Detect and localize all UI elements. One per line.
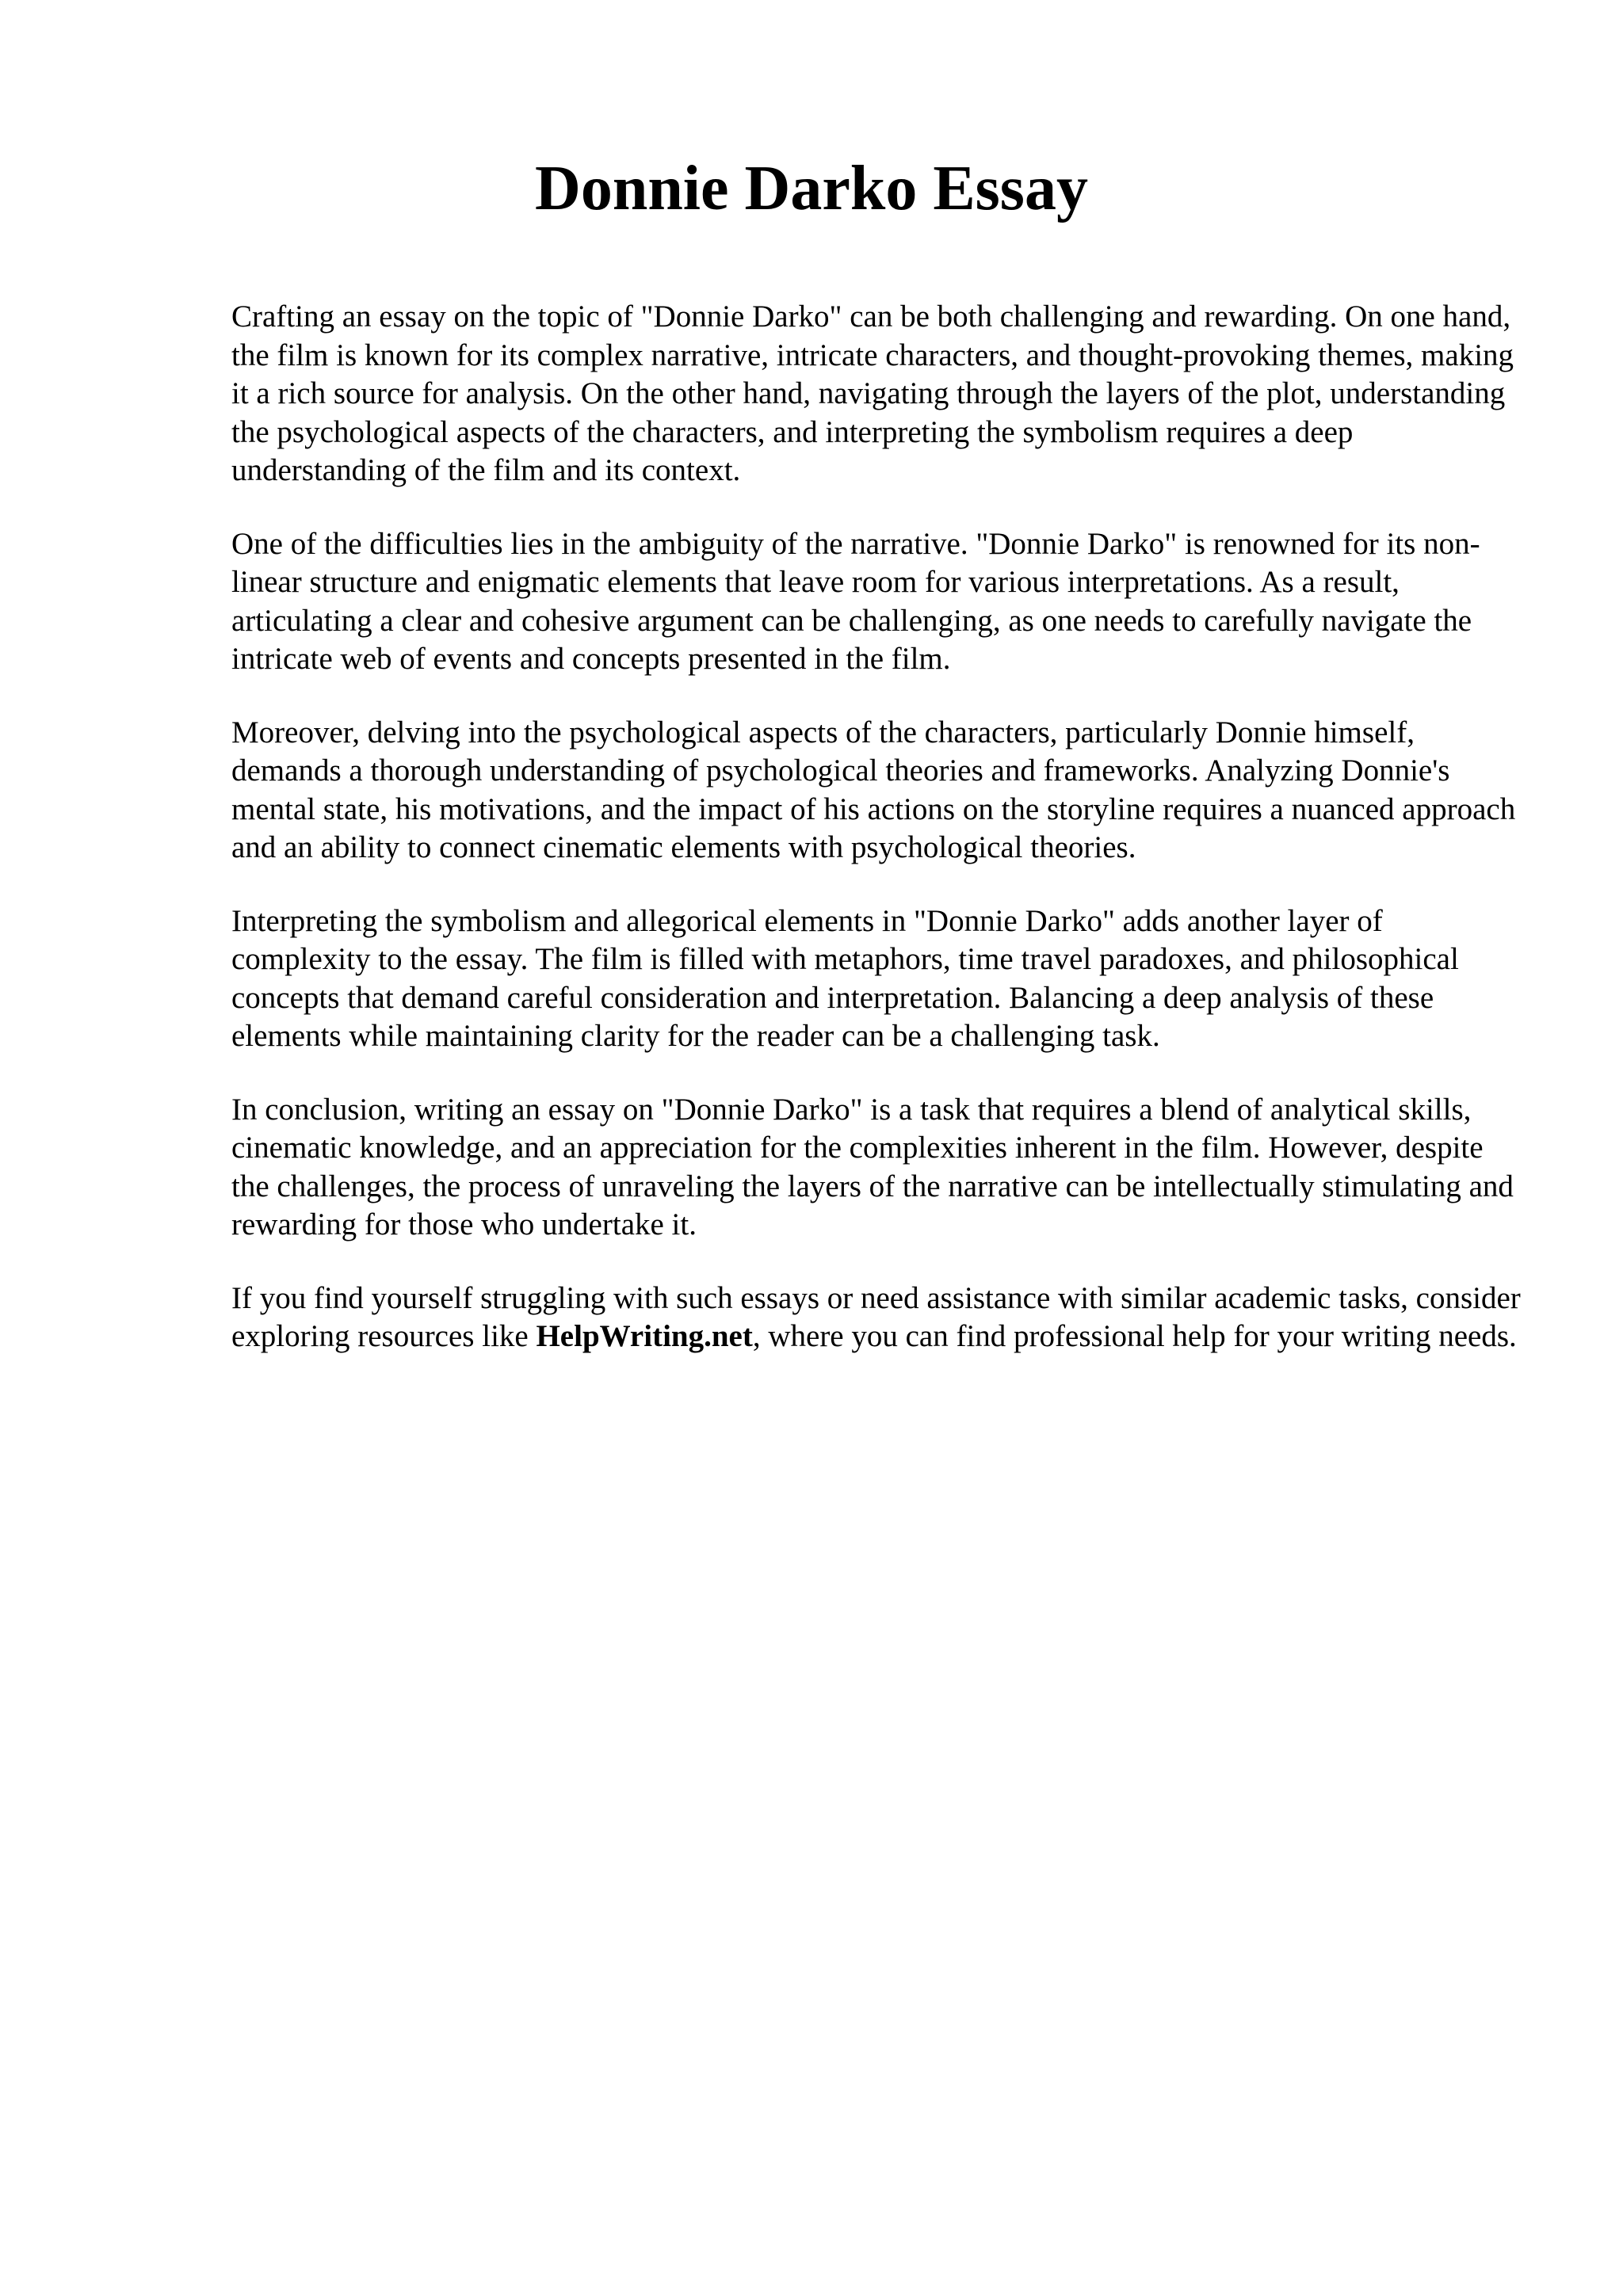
paragraph-psychology: Moreover, delving into the psychological aspects of the characters, particularly Donnie himself, demands a thorough understanding of psychological theories and frameworks. Analyzing Donnie's mental state, his motivations, and the impact of his actions on the storyline requires a nuanced approach and an ability to connect cinematic elements with psychological theories. xyxy=(231,715,1516,864)
paragraph-symbolism: Interpreting the symbolism and allegorical elements in "Donnie Darko" adds another layer of complexity to the essay. The film is filled with metaphors, time travel paradoxes, and philosophical concepts that demand careful consideration and interpretation. Balancing a deep analysis of these elements while maintaining clarity for the reader can be a challenging task. xyxy=(231,903,1459,1053)
helpwriting-link[interactable]: HelpWriting.net xyxy=(536,1319,753,1353)
paragraph-closing xyxy=(231,1280,1523,1356)
closing-text-before: If you find yourself struggling with such essays or need assistance with similar academic tasks, consider exploring resources like xyxy=(231,1280,1521,1353)
essay-body xyxy=(231,298,1523,1391)
paragraph-intro: Crafting an essay on the topic of "Donnie Darko" can be both challenging and rewarding. On one hand, the film is known for its complex narrative, intricate characters, and thought-provoking themes, making it a rich source for analysis. On the other hand, navigating through the layers of the plot, understanding the psychological aspects of the characters, and interpreting the symbolism requires a deep understanding of the film and its context. xyxy=(231,299,1514,487)
paragraph-conclusion: In conclusion, writing an essay on "Donnie Darko" is a task that requires a blend of analytical skills, cinematic knowledge, and an appreciation for the complexities inherent in the film. However, despite the challenges, the process of unraveling the layers of the narrative can be intellectually stimulating and rewarding for those who undertake it. xyxy=(231,1092,1514,1241)
page-title: Donnie Darko Essay xyxy=(535,154,1088,223)
closing-text-after: , where you can find professional help for your writing needs. xyxy=(752,1319,1517,1353)
paragraph-ambiguity: One of the difficulties lies in the ambiguity of the narrative. "Donnie Darko" is renowned for its non-linear structure and enigmatic elements that leave room for various interpretations. As a result, articulating a clear and cohesive argument can be challenging, as one needs to carefully navigate the intricate web of events and concepts presented in the film. xyxy=(231,526,1480,676)
